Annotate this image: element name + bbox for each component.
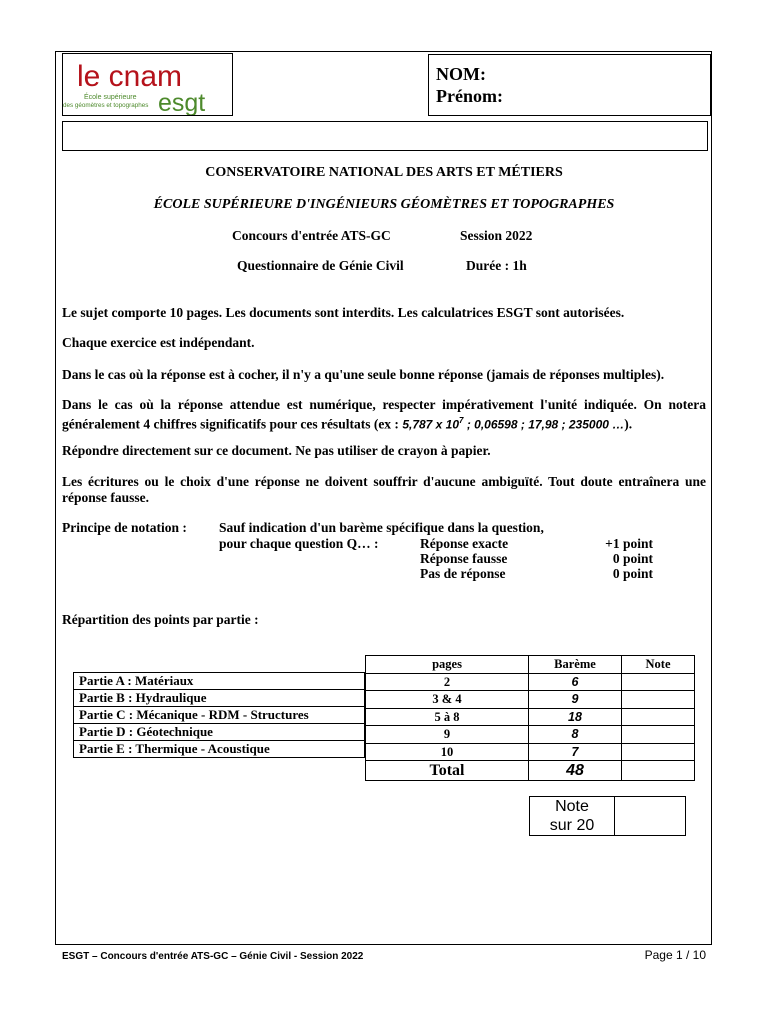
pages-cell: 3 & 4 [366,691,529,709]
notation-row-value: +1 point [605,536,653,551]
prenom-label: Prénom: [436,86,503,106]
note-sur-20-label [530,797,615,836]
logo-sub-line1: École supérieure [84,94,137,101]
pages-cell: 10 [366,743,529,761]
note-sur-20-line2: sur 20 [549,817,595,834]
bareme-cell: 7 [529,743,622,761]
note-sur-20-table [529,796,686,836]
table-row [74,690,365,707]
table-row [366,743,695,761]
note-cell[interactable] [622,708,695,726]
header-line2: ÉCOLE SUPÉRIEURE D'INGÉNIEURS GÉOMÈTRES ET TOPOGRAPHES [153,197,615,212]
total-value: 48 [529,761,622,781]
instruction-1: Le sujet comporte 10 pages. Les documents sont interdits. Les calculatrices ESGT sont autorisées. [62,305,625,320]
bareme-cell: 8 [529,726,622,744]
table-row [74,707,365,724]
concours-label: Concours d'entrée ATS-GC [232,228,391,243]
questionnaire-label: Questionnaire de Génie Civil [237,258,404,273]
part-name: Partie B : Hydraulique [74,690,365,707]
instruction-4-text: Dans le cas où la réponse attendue est numérique, respecter impérativement l'unité indiquée. On notera généralement 4 chiffres significatifs pour ces résultats (ex : [62,397,706,432]
pages-cell: 9 [366,726,529,744]
notation-line2: pour chaque question Q… : [219,536,379,551]
header-pages: pages [366,656,529,674]
note-cell[interactable] [622,673,695,691]
table-row [74,673,365,690]
table-row [74,741,365,758]
table-row [366,691,695,709]
note-sur-20-line1: Note [555,798,589,815]
example-values-1: 5,787 x 10 [402,417,460,432]
notation-row-label: Pas de réponse [420,566,506,581]
table-row [366,708,695,726]
bareme-cell: 18 [529,708,622,726]
scores-table [365,655,695,781]
example-values-2: ; 0,06598 ; 17,98 ; 235000 … [463,417,625,432]
instruction-4 [62,397,706,433]
note-cell[interactable] [622,726,695,744]
part-name: Partie D : Géotechnique [74,724,365,741]
repartition-title: Répartition des points par partie : [62,612,259,627]
notation-label: Principe de notation : [62,520,187,535]
bareme-cell: 6 [529,673,622,691]
table-row [366,673,695,691]
logo-sub-line2: des géomètres et topographes [63,102,149,109]
notation-line1: Sauf indication d'un barème spécifique dans la question, [219,520,544,535]
logo-brand: le cnam [77,60,183,93]
instruction-3: Dans le cas où la réponse est à cocher, il n'y a qu'une seule bonne réponse (jamais de réponses multiples). [62,367,665,382]
header-bareme: Barème [529,656,622,674]
duree-label: Durée : 1h [466,258,527,273]
parts-table [73,672,365,758]
note-sur-20-cell[interactable] [615,797,686,836]
table-row [366,726,695,744]
nom-label: NOM: [436,64,486,84]
header-line1: CONSERVATOIRE NATIONAL DES ARTS ET MÉTIERS [205,165,563,180]
logo-short: esgt [158,89,206,115]
notation-row-label: Réponse exacte [420,536,509,551]
logo-box [62,53,233,116]
part-name: Partie A : Matériaux [74,673,365,690]
table-header-row [366,656,695,674]
notation-row-label: Réponse fausse [420,551,508,566]
total-row [366,761,695,781]
part-name: Partie C : Mécanique - RDM - Structures [74,707,365,724]
example-exponent: 7 [459,416,464,425]
footer-page: Page 1 / 10 [644,948,706,962]
session-label: Session 2022 [460,228,533,243]
table-row [74,724,365,741]
blank-field[interactable] [62,121,708,151]
instruction-4-end: ). [624,416,633,432]
identity-box [428,54,711,116]
part-name: Partie E : Thermique - Acoustique [74,741,365,758]
pages-cell: 5 à 8 [366,708,529,726]
bareme-cell: 9 [529,691,622,709]
instruction-6: Les écritures ou le choix d'une réponse ne doivent souffrir d'aucune ambiguïté. Tout doute entraînera une réponse fausse. [62,474,706,505]
instruction-2: Chaque exercice est indépendant. [62,335,255,350]
cnam-esgt-logo [63,54,232,115]
total-note-cell[interactable] [622,761,695,781]
note-cell[interactable] [622,743,695,761]
notation-row-value: 0 point [612,551,653,566]
notation-row-value: 0 point [612,566,653,581]
note-cell[interactable] [622,691,695,709]
total-label: Total [366,761,529,781]
footer-left: ESGT – Concours d'entrée ATS-GC – Génie Civil - Session 2022 [62,951,364,962]
header-note: Note [622,656,695,674]
instruction-5: Répondre directement sur ce document. Ne pas utiliser de crayon à papier. [62,443,491,458]
pages-cell: 2 [366,673,529,691]
